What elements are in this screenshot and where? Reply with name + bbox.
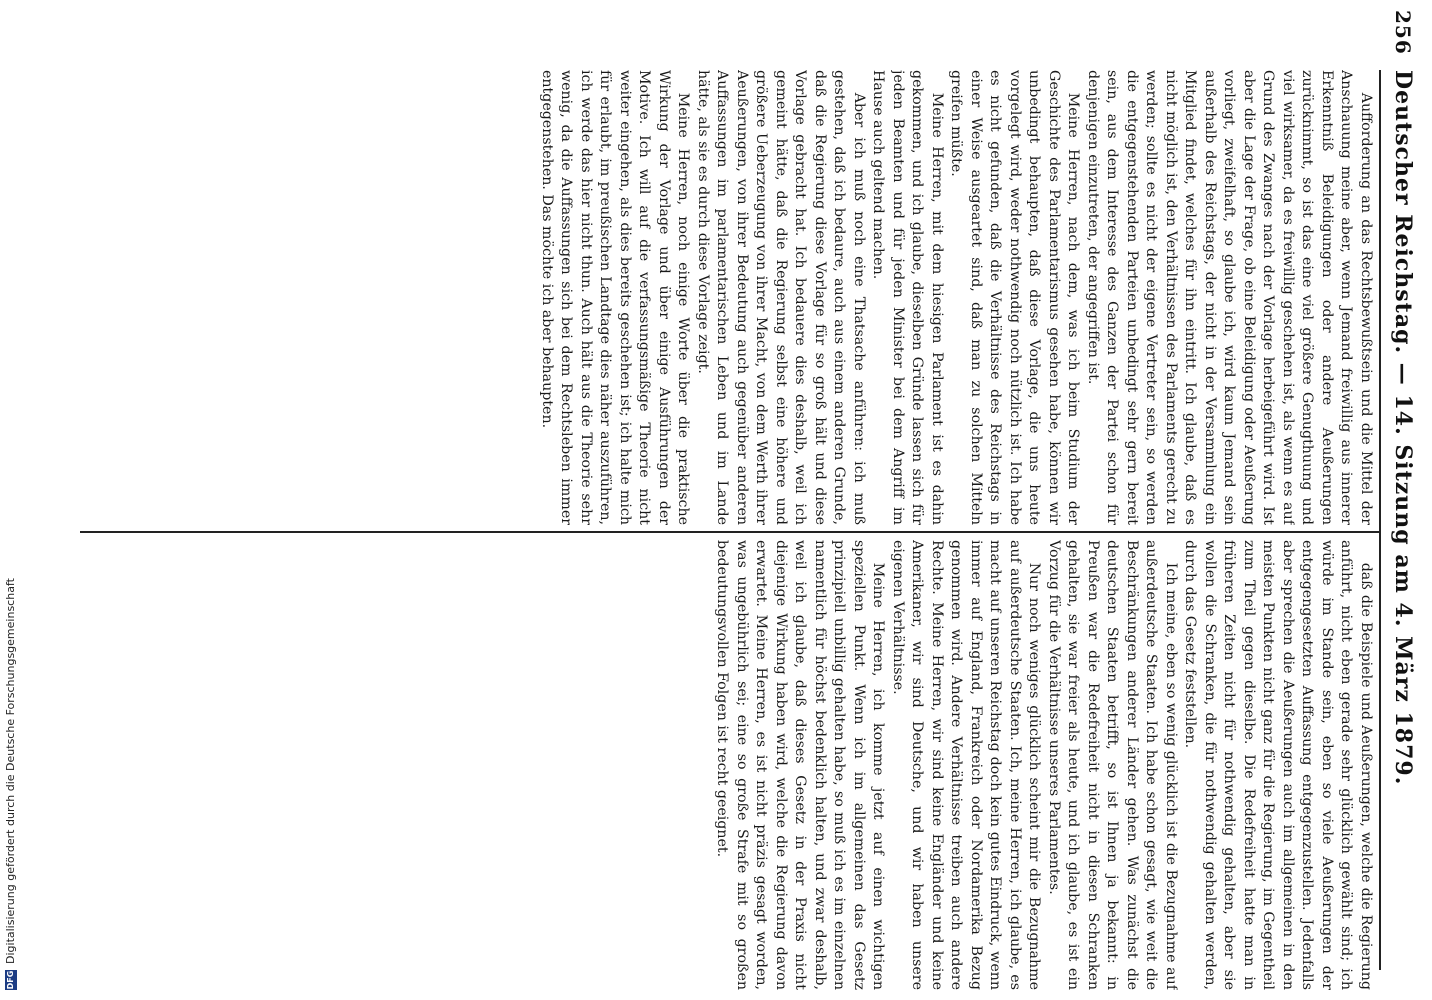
header-rule [1379,70,1381,970]
header-title: Deutscher Reichstag. — 14. Sitzung am 4. März 1879. [1390,70,1416,786]
column-divider [80,531,1380,533]
paragraph: daß die Beispiele und Aeußerungen, welche die Regierung anführt, nicht eben gerade sehr glücklich gewählt sind; ich würde im Stande sein, eben so viele Aeußerungen der entgegengesetzten Auffassung entgegenzustellen. Jedenfalls aber sprechen die Aeußerungen auch im allgemeinen in den meisten Punkten nicht ganz für die Regierung, im Gegentheil zum Theil gegen dieselbe. Die Redefreiheit hatte man in früheren Zeiten nicht für nothwendig gehalten, aber sie wollen die Schranken, die für nothwendig gehalten werden, durch das Gesetz feststellen. [1182,540,1374,990]
paragraph: Nur noch weniges glücklich scheint mir die Bezugnahme auf außerdeutsche Staaten. Ich, meine Herren, ich glaube, es macht auf unseren Reichstag doch kein gutes Eindruck, wenn immer auf England, Frankreich oder Nordamerika Bezug genommen wird. Andere Verhältnisse treiben auch andere Rechte. Meine Herren, wir sind keine Engländer und keine Amerikaner, wir sind Deutsche, und wir haben unsere eigenen Verhältnisse. [890,540,1043,990]
digitization-footer [0,0,24,1000]
paragraph: Meine Herren, nach dem, was ich beim Studium der Geschichte des Parlamentarismus gesehen habe, können wir unbedingt behaupten, daß diese Vorlage, die uns heute vorgelegt wird, weder nothwendig noch nützlich ist. Ich habe es nicht gefunden, daß die Verhältnisse des Reichstags in einer Weise ausgeartet sind, daß man zu solchen Mitteln greifen müßte. [948,70,1082,525]
text-column-upper [95,70,1375,525]
text-column-lower [95,540,1375,990]
paragraph: Meine Herren, noch einige Worte über die praktische Wirkung der Vorlage und über einige Ausführungen der Motive. Ich will auf die verfassungsmäßige Theorie nicht weiter eingehen, als dies bereits geschehen ist; ich halte mich für erlaubt, im preußischen Landtage dies näher auszuführen, ich werde das hier nicht thun. Auch hält aus die Theorie sehr wenig, da die Auffassungen sich bei dem Rechtsleben immer entgegenstehen. Das möchte ich aber behaupten. [539,70,692,525]
paragraph: Aufforderung an das Rechtsbewußtsein und die Mittel der Anschauung meine aber, wenn Jemand freiwillig aus innerer Erkenntniß Beleidigungen oder andere Aeußerungen zurücknimmt, so ist das eine viel größere Genugthuung und viel wirksamer, da es freiwillig geschehen ist, als wenn es auf Grund des Zwanges nach der Vorlage herbeigeführt wird. Ist aber die Lage der Frage, ob eine Beleidigung oder Aeußerung vorliegt, zweifelhaft, so glaube ich, wird kaum Jemand sein außerhalb des Reichstags, der nicht in der Versammlung ein Mitglied findet, welches für ihn eintritt. Ich glaube, daß es nicht möglich ist, den Verhältnissen des Parlaments gerecht zu werden; sollte es nicht der eigene Vertreter sein, so werden die entgegenstehenden Parteien unbedingt sehr gern bereit sein, aus dem Interesse des Ganzen der Partei schon für denjenigen einzutreten, der angegriffen ist. [1085,70,1374,525]
dfg-logo: DFG [6,970,15,990]
page-number: 256 [1391,10,1415,55]
paragraph: Meine Herren, ich komme jetzt auf einen wichtigen speziellen Punkt. Wenn ich im allgemeinen das Gesetz prinzipiell unbillig gehalten habe, so muß ich es im einzelnen namentlich für höchst bedenklich halten, und zwar deshalb, weil ich glaube, daß dieses Gesetz in der Praxis nicht diejenige Wirkung haben wird, welche die Regierung davon erwartet. Meine Herren, es ist nicht präzis gesagt worden, was ungebührlich sei; eine so große Strafe mit so großen bedeutungsvollen Folgen ist recht geeignet. [714,540,887,990]
paragraph: Ich meine, eben so wenig glücklich ist die Bezugnahme auf außerdeutsche Staaten. Ich habe schon gesagt, wie weit die Beschränkungen anderer Länder gehen. Was zunächst die deutschen Staaten betrifft, so ist Ihnen ja bekannt: in Preußen war die Redefreiheit nicht in diesen Schranken gehalten, sie war freier als heute, und ich glaube, es ist ein Vorzug für die Verhältnisse unseres Parlamentes. [1046,540,1179,990]
page-number-box [1387,10,1419,70]
paragraph: Aber ich muß noch eine Thatsache anführen: ich muß gestehen, daß ich bedaure, auch aus einem anderen Grunde, daß die Regierung diese Vorlage für so groß hält und diese Vorlage gebracht hat. Ich bedauere dies deshalb, weil ich gemeint hätte, daß die Regierung selbst eine höhere und größere Ueberzeugung von ihrer Macht, von dem Werth ihrer Aeußerungen, von ihrer Bedeutung auch gegenüber anderen Auffassungen im parlamentarischen Leben und im Lande hätte, als sie es durch diese Vorlage zeigt. [695,70,867,525]
paragraph: Meine Herren, mit dem hiesigen Parlament ist es dahin gekommen, und ich glaube, dieselben Gründe lassen sich für jeden Beamten und für jeden Minister bei dem Angriff im Hause auch geltend machen. [870,70,945,525]
footer-text: Digitalisierung gefördert durch die Deutsche Forschungsgemeinschaft [4,578,17,964]
